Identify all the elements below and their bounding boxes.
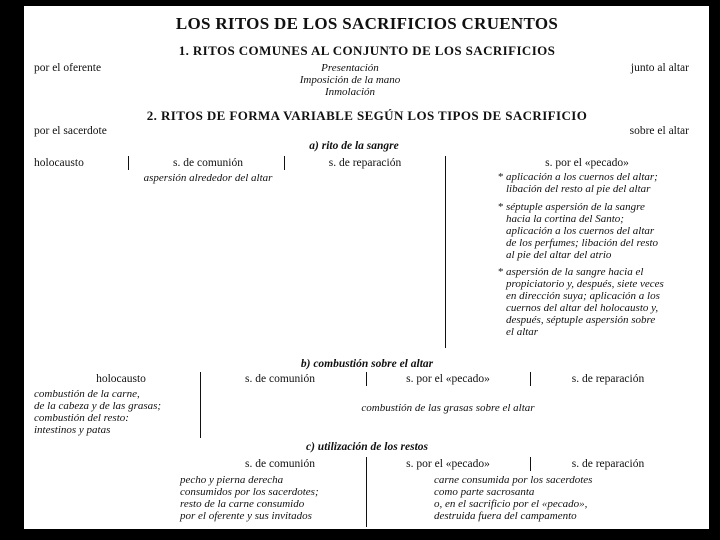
a-col-pecado: s. por el «pecado»: [545, 157, 629, 169]
a-col-comunion: s. de comunión: [173, 157, 243, 169]
a-col-holocausto: holocausto: [34, 157, 84, 169]
c-pecado-line-4: destruida fuera del campamento: [434, 510, 577, 522]
a-bullet-3-marker: *: [498, 266, 504, 278]
document-page: [24, 6, 709, 529]
c-col-pecado: s. por el «pecado»: [406, 458, 490, 470]
c-pecado-line-1: carne consumida por los sacerdotes: [434, 474, 593, 486]
c-divider-1: [366, 457, 367, 527]
c-comunion-line-4: por el oferente y sus invitados: [180, 510, 312, 522]
a-divider-3: [445, 156, 446, 348]
b-shared-combustion: combustión de las grasas sobre el altar: [361, 402, 535, 414]
section2-left-label: por el sacerdote: [34, 125, 107, 137]
c-comunion-line-3: resto de la carne consumido: [180, 498, 305, 510]
a-bullet-3-line-5: después, séptuple aspersión sobre: [506, 314, 656, 326]
a-shared-aspersion: aspersión alrededor del altar: [143, 172, 273, 184]
a-col-reparacion: s. de reparación: [328, 157, 402, 169]
a-bullet-1-line-1: aplicación a los cuernos del altar;: [506, 171, 658, 183]
section2-heading: 2. RITOS DE FORMA VARIABLE SEGÚN LOS TIPOS DE SACRIFICIO: [146, 108, 588, 123]
subsection-b-heading: b) combustión sobre el altar: [300, 358, 434, 370]
b-col-holocausto: holocausto: [96, 373, 146, 385]
c-comunion-line-2: consumidos por los sacerdotes;: [180, 486, 319, 498]
a-bullet-3-line-4: cuernos del altar del holocausto y,: [506, 302, 659, 314]
a-divider-2: [284, 156, 285, 170]
b-col-comunion: s. de comunión: [245, 373, 315, 385]
rite-inmolacion: Inmolación: [324, 86, 376, 98]
c-divider-2: [530, 457, 531, 471]
subsection-a-heading: a) rito de la sangre: [309, 140, 399, 152]
page-title: LOS RITOS DE LOS SACRIFICIOS CRUENTOS: [175, 14, 559, 33]
section1-heading: 1. RITOS COMUNES AL CONJUNTO DE LOS SACRIFICIOS: [178, 43, 556, 58]
a-bullet-3-line-3: en dirección suya; aplicación a los: [506, 290, 660, 302]
c-comunion-line-1: pecho y pierna derecha: [180, 474, 284, 486]
b-holocausto-line-1: combustión de la carne,: [34, 388, 140, 400]
a-bullet-3-line-6: el altar: [506, 326, 539, 338]
a-bullet-2-line-4: de los perfumes; libación del resto: [506, 237, 659, 249]
a-bullet-2-line-2: hacia la cortina del Santo;: [506, 213, 624, 225]
c-col-comunion: s. de comunión: [245, 458, 315, 470]
b-divider-2: [366, 372, 367, 386]
b-col-pecado: s. por el «pecado»: [406, 373, 490, 385]
c-pecado-line-2: como parte sacrosanta: [434, 486, 535, 498]
b-holocausto-line-4: intestinos y patas: [34, 424, 111, 436]
a-bullet-2-line-5: al pie del altar del atrio: [506, 249, 612, 261]
a-bullet-3-line-2: propiciatorio y, después, siete veces: [506, 278, 664, 290]
b-divider-1: [200, 372, 201, 438]
b-col-reparacion: s. de reparación: [571, 373, 645, 385]
c-pecado-line-3: o, en el sacrificio por el «pecado»,: [434, 498, 588, 510]
c-col-reparacion: s. de reparación: [571, 458, 645, 470]
section2-right-label: sobre el altar: [629, 125, 689, 137]
b-divider-3: [530, 372, 531, 386]
a-bullet-1-marker: *: [498, 171, 504, 183]
a-bullet-1-line-2: libación del resto al pie del altar: [506, 183, 651, 195]
b-holocausto-line-3: combustión del resto:: [34, 412, 129, 424]
a-bullet-2-line-1: séptuple aspersión de la sangre: [506, 201, 645, 213]
a-bullet-2-marker: *: [498, 201, 504, 213]
a-divider-1: [128, 156, 129, 170]
a-bullet-2-line-3: aplicación a los cuernos del altar: [506, 225, 655, 237]
b-holocausto-line-2: de la cabeza y de las grasas;: [34, 400, 162, 412]
a-bullet-3-line-1: aspersión de la sangre hacia el: [506, 266, 644, 278]
subsection-c-heading: c) utilización de los restos: [305, 441, 429, 453]
rite-presentacion: Presentación: [321, 62, 379, 74]
section1-left-label: por el oferente: [34, 62, 102, 74]
section1-right-label: junto al altar: [630, 62, 689, 74]
rite-imposicion: Imposición de la mano: [299, 74, 401, 86]
